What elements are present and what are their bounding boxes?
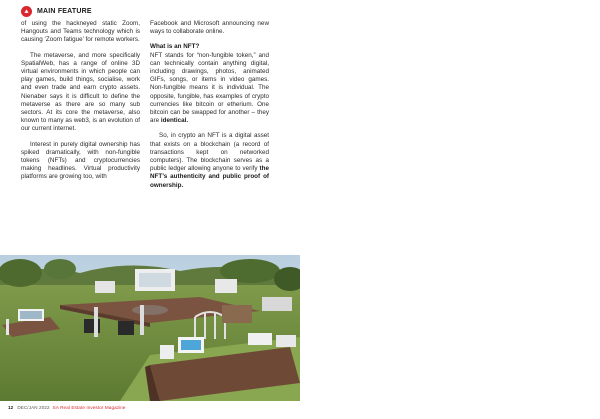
right-paragraph-2 [150,52,269,126]
right-paragraph-2-bold: identical. [160,117,189,125]
left-paragraph-2: The metaverse, and more specifically SpatialWeb, has a range of online 3D virtual environments in which people can play games, build things, socialise, work and even trade and earn crypto assets. Nienaber says it is difficult to define the metaverse as there are so many sub sectors. At its core the metaverse, also known to many as web3, is an evolution of our current internet. [21,51,140,133]
section-header [21,4,92,18]
right-paragraph-3 [150,132,269,189]
nft-subheading: What is an NFT? [150,43,200,51]
magazine-name: SA Real Estate Investor Magazine [52,405,126,410]
left-text-column [21,20,140,189]
page-number: 12 [8,405,14,410]
issue-date: DEC/JAN 2022 [17,405,50,410]
right-paragraph-1: Facebook and Microsoft announcing new ways to collaborate online. [150,20,269,36]
right-paragraph-3-bold: the NFT’s authenticity and public proof [150,165,269,181]
page-footer [8,405,126,410]
right-paragraph-3-text: So, in crypto an NFT is a digital asset that exists on a blockchain (a record of transactions kept on networked computers). The blockchain serves as a public ledger allowing anyone to verify [150,132,269,173]
red-circle-logo-icon [21,6,32,17]
right-text-column [150,20,269,197]
left-paragraph-3: Interest in purely digital ownership has spiked dramatically, with non-fungible tokens (NFTs) and cryptocurrencies making headlines. Virtual productivity platforms are growing too, with [21,140,140,181]
left-paragraph-1: of using the hackneyed static Zoom, Hangouts and Teams technology which is causing ‘Zoom fatigue’ for remote workers. [21,20,140,44]
section-label: MAIN FEATURE [37,7,92,15]
metaverse-venue-photo [0,255,300,401]
right-paragraph-3-end: of ownership. [150,173,270,189]
right-paragraph-2-text: NFT stands for “non-fungible token,” and can technically contain anything digital, including drawings, photos, animated GIFs, songs, or items in video games. Non-fungible means it is individual. The opposite, fungible, has examples of crypto currencies like bitcoin or etherium. One bitcoin can be swapped for another – they are [150,51,269,125]
